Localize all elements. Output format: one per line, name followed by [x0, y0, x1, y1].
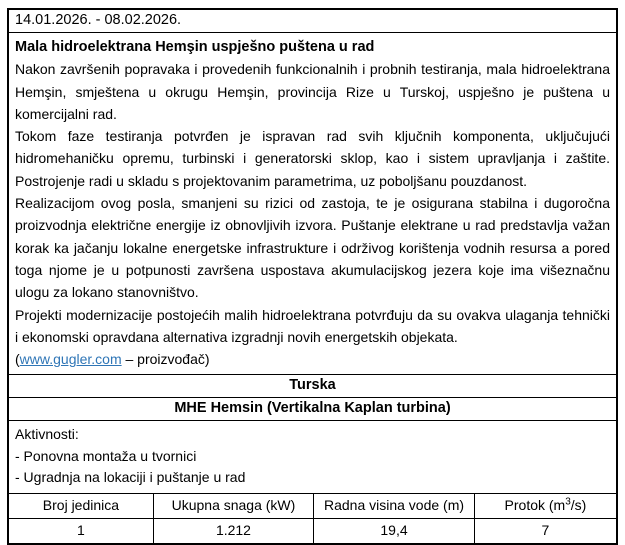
protok-suffix: /s): [570, 497, 587, 514]
article-title: Mala hidroelektrana Hemşin uspješno puštena u rad: [15, 39, 375, 55]
article-paragraph-1: Nakon završenih popravaka i provedenih funkcionalnih i probnih testiranja, mala hidroelektrana Hemşin, smještena u okrugu Hemşin, provincija Rize u Turskoj, uspješno je puštena u komercijalni rad.: [15, 61, 610, 122]
protok-superscript: 3: [565, 496, 571, 508]
spec-table: [9, 494, 616, 543]
activities-section: [9, 421, 616, 494]
activities-label: Aktivnosti:: [15, 426, 79, 443]
country-header: Turska: [9, 375, 616, 398]
document-table: [7, 8, 618, 545]
plant-header: MHE Hemsin (Vertikalna Kaplan turbina): [9, 398, 616, 421]
spec-header-radna-visina: Radna visina vode (m): [313, 494, 474, 519]
date-range: 14.01.2026. - 08.02.2026.: [9, 10, 616, 33]
protok-prefix: Protok (m: [504, 497, 566, 514]
activity-item-1: - Ponovna montaža u tvornici: [15, 447, 197, 464]
spec-value-protok: 7: [474, 519, 616, 543]
activity-item-2: - Ugradnja na lokaciji i puštanje u rad: [15, 469, 246, 486]
spec-value-ukupna-snaga: 1.212: [153, 519, 313, 543]
spec-header-ukupna-snaga: Ukupna snaga (kW): [153, 494, 313, 519]
spec-header-broj-jedinica: Broj jedinica: [9, 494, 153, 519]
spec-header-protok: [474, 494, 616, 519]
gugler-link[interactable]: www.gugler.com: [19, 351, 122, 368]
article-paragraph-3: Realizacijom ovog posla, smanjeni su rizici od zastoja, te je osigurana stabilna i dugoročna proizvodnja električne energije iz obnovljivih izvora. Puštanje elektrane u rad predstavlja važan korak ka jačanju lokalne energetske infrastrukture i održivog korištenja vodnih resursa a pored toga njome je u potpunosti završena uspostava akumulacijskog jezera koje ima višeznačnu ulogu za lokano stanovništvo.: [15, 195, 610, 301]
article-paragraph-2: Tokom faze testiranja potvrđen je ispravan rad svih ključnih komponenta, uključujući hidromehaničku opremu, turbinski i generatorski sklop, kao i sistem upravljanja i zaštite. Postrojenje radi u skladu s projektovanim parametrima, uz poboljšanu pouzdanost.: [15, 128, 610, 189]
spec-value-radna-visina: 19,4: [313, 519, 474, 543]
source-line-open: (: [15, 351, 20, 368]
article-body: [9, 33, 616, 375]
spec-value-broj-jedinica: 1: [77, 522, 85, 539]
source-line-rest: – proizvođač): [121, 351, 210, 368]
source-line: [15, 348, 610, 370]
article-paragraph-4: Projekti modernizacije postojećih malih hidroelektrana potvrđuju da su ovakva ulaganja tehnički i ekonomski opravdana alternativa izgradnji novih energetskih objekata.: [15, 306, 610, 345]
